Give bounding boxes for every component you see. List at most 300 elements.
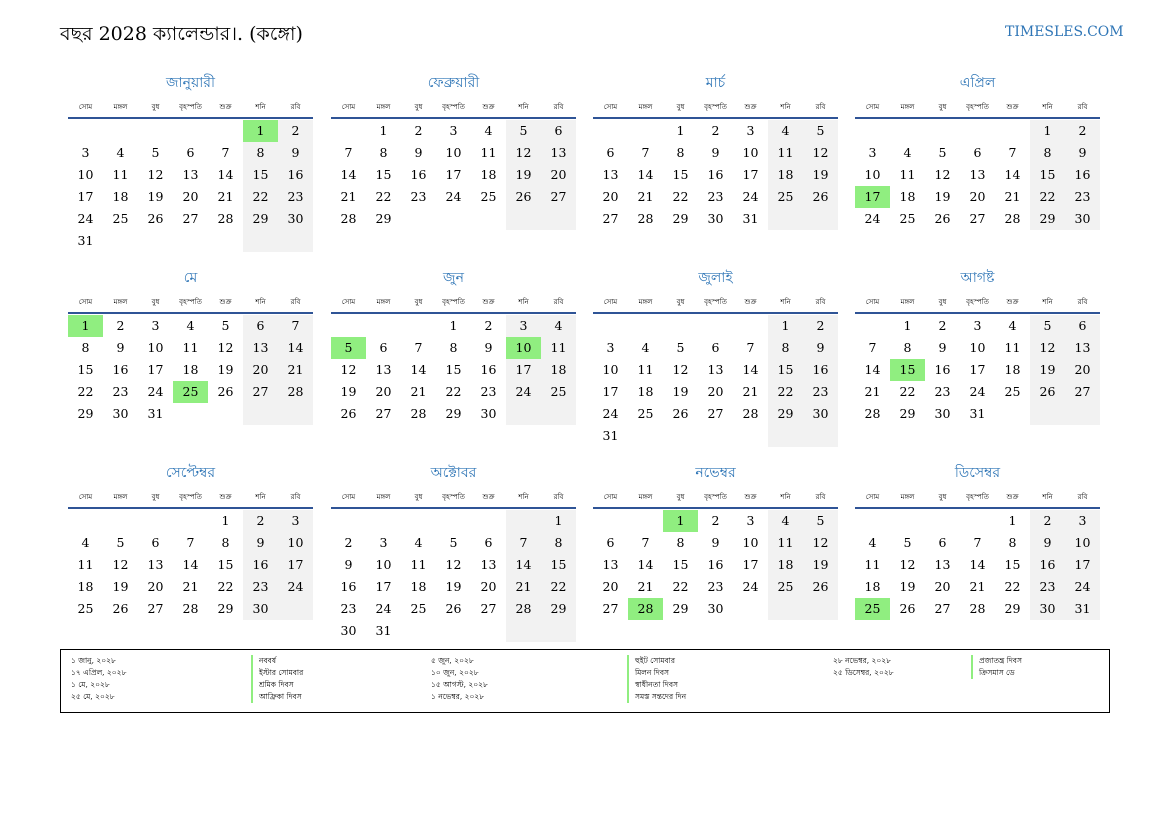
- day-cell[interactable]: 27: [147, 601, 164, 616]
- day-cell[interactable]: 2: [414, 123, 423, 138]
- day-cell[interactable]: 7: [746, 340, 755, 355]
- day-cell[interactable]: 28: [864, 406, 881, 421]
- day-cell[interactable]: 21: [182, 579, 199, 594]
- day-cell[interactable]: 16: [410, 167, 427, 182]
- day-cell[interactable]: 19: [340, 384, 357, 399]
- day-cell[interactable]: 11: [1004, 340, 1021, 355]
- day-cell[interactable]: 1: [449, 318, 458, 333]
- day-cell[interactable]: 13: [934, 557, 951, 572]
- day-cell[interactable]: 21: [742, 384, 759, 399]
- day-cell[interactable]: 9: [1065, 142, 1100, 164]
- day-cell[interactable]: 23: [707, 189, 724, 204]
- day-cell[interactable]: 28: [637, 211, 654, 226]
- day-cell[interactable]: 28: [217, 211, 234, 226]
- day-cell[interactable]: 7: [221, 145, 230, 160]
- day-cell[interactable]: 28: [182, 601, 199, 616]
- day-cell[interactable]: 19: [112, 579, 129, 594]
- day-cell[interactable]: 23: [803, 381, 838, 403]
- day-cell[interactable]: 1: [663, 510, 698, 532]
- day-cell[interactable]: 20: [375, 384, 392, 399]
- day-cell[interactable]: 21: [410, 384, 427, 399]
- day-cell[interactable]: 4: [541, 315, 576, 337]
- day-cell[interactable]: 14: [1004, 167, 1021, 182]
- day-cell[interactable]: 23: [1065, 186, 1100, 208]
- day-cell[interactable]: 18: [768, 554, 803, 576]
- day-cell[interactable]: 12: [445, 557, 462, 572]
- day-cell[interactable]: 22: [243, 186, 278, 208]
- day-cell[interactable]: 4: [768, 510, 803, 532]
- day-cell[interactable]: 18: [112, 189, 129, 204]
- day-cell[interactable]: 27: [243, 381, 278, 403]
- day-cell[interactable]: 20: [602, 189, 619, 204]
- day-cell[interactable]: 14: [742, 362, 759, 377]
- day-cell[interactable]: 27: [969, 211, 986, 226]
- day-cell[interactable]: 12: [803, 532, 838, 554]
- day-cell[interactable]: 5: [221, 318, 230, 333]
- day-cell[interactable]: 21: [217, 189, 234, 204]
- day-cell[interactable]: 11: [768, 142, 803, 164]
- day-cell[interactable]: 13: [243, 337, 278, 359]
- day-cell[interactable]: 29: [375, 211, 392, 226]
- day-cell[interactable]: 8: [449, 340, 458, 355]
- day-cell[interactable]: 3: [151, 318, 160, 333]
- day-cell[interactable]: 16: [1065, 164, 1100, 186]
- day-cell[interactable]: 15: [445, 362, 462, 377]
- day-cell[interactable]: 12: [147, 167, 164, 182]
- day-cell[interactable]: 10: [602, 362, 619, 377]
- day-cell[interactable]: 16: [278, 164, 313, 186]
- day-cell[interactable]: 25: [480, 189, 497, 204]
- day-cell[interactable]: 31: [375, 623, 392, 638]
- day-cell[interactable]: 17: [742, 167, 759, 182]
- day-cell[interactable]: 12: [803, 142, 838, 164]
- day-cell[interactable]: 1: [903, 318, 912, 333]
- day-cell[interactable]: 24: [278, 576, 313, 598]
- day-cell[interactable]: 17: [969, 362, 986, 377]
- day-cell[interactable]: 8: [81, 340, 90, 355]
- day-cell[interactable]: 27: [1065, 381, 1100, 403]
- day-cell[interactable]: 17: [855, 186, 890, 208]
- day-cell[interactable]: 8: [221, 535, 230, 550]
- day-cell[interactable]: 12: [899, 557, 916, 572]
- day-cell[interactable]: 28: [1004, 211, 1021, 226]
- day-cell[interactable]: 18: [182, 362, 199, 377]
- day-cell[interactable]: 24: [742, 189, 759, 204]
- day-cell[interactable]: 10: [147, 340, 164, 355]
- day-cell[interactable]: 7: [973, 535, 982, 550]
- day-cell[interactable]: 2: [711, 513, 720, 528]
- day-cell[interactable]: 21: [506, 576, 541, 598]
- day-cell[interactable]: 2: [1030, 510, 1065, 532]
- day-cell[interactable]: 24: [742, 579, 759, 594]
- day-cell[interactable]: 29: [541, 598, 576, 620]
- day-cell[interactable]: 15: [375, 167, 392, 182]
- day-cell[interactable]: 19: [217, 362, 234, 377]
- day-cell[interactable]: 28: [969, 601, 986, 616]
- day-cell[interactable]: 29: [672, 601, 689, 616]
- day-cell[interactable]: 28: [742, 406, 759, 421]
- day-cell[interactable]: 15: [1004, 557, 1021, 572]
- day-cell[interactable]: 29: [672, 211, 689, 226]
- day-cell[interactable]: 3: [1065, 510, 1100, 532]
- day-cell[interactable]: 2: [116, 318, 125, 333]
- day-cell[interactable]: 19: [672, 384, 689, 399]
- day-cell[interactable]: 21: [637, 189, 654, 204]
- day-cell[interactable]: 19: [147, 189, 164, 204]
- day-cell[interactable]: 12: [1030, 337, 1065, 359]
- day-cell[interactable]: 17: [147, 362, 164, 377]
- day-cell[interactable]: 4: [186, 318, 195, 333]
- day-cell[interactable]: 7: [1008, 145, 1017, 160]
- day-cell[interactable]: 16: [707, 167, 724, 182]
- day-cell[interactable]: 22: [672, 189, 689, 204]
- day-cell[interactable]: 17: [742, 557, 759, 572]
- day-cell[interactable]: 11: [768, 532, 803, 554]
- day-cell[interactable]: 9: [711, 535, 720, 550]
- day-cell[interactable]: 24: [506, 381, 541, 403]
- day-cell[interactable]: 14: [969, 557, 986, 572]
- day-cell[interactable]: 17: [445, 167, 462, 182]
- day-cell[interactable]: 16: [480, 362, 497, 377]
- day-cell[interactable]: 17: [375, 579, 392, 594]
- day-cell[interactable]: 18: [1004, 362, 1021, 377]
- day-cell[interactable]: 18: [77, 579, 94, 594]
- day-cell[interactable]: 11: [899, 167, 916, 182]
- day-cell[interactable]: 24: [1065, 576, 1100, 598]
- day-cell[interactable]: 6: [938, 535, 947, 550]
- day-cell[interactable]: 2: [344, 535, 353, 550]
- day-cell[interactable]: 31: [602, 428, 619, 443]
- day-cell[interactable]: 3: [506, 315, 541, 337]
- day-cell[interactable]: 1: [221, 513, 230, 528]
- day-cell[interactable]: 24: [375, 601, 392, 616]
- day-cell[interactable]: 3: [868, 145, 877, 160]
- day-cell[interactable]: 23: [1030, 576, 1065, 598]
- day-cell[interactable]: 20: [480, 579, 497, 594]
- day-cell[interactable]: 11: [410, 557, 427, 572]
- day-cell[interactable]: 26: [506, 186, 541, 208]
- day-cell[interactable]: 10: [445, 145, 462, 160]
- day-cell[interactable]: 27: [602, 211, 619, 226]
- day-cell[interactable]: 31: [1065, 598, 1100, 620]
- day-cell[interactable]: 6: [541, 120, 576, 142]
- day-cell[interactable]: 7: [641, 145, 650, 160]
- day-cell[interactable]: 22: [77, 384, 94, 399]
- day-cell[interactable]: 8: [676, 145, 685, 160]
- day-cell[interactable]: 13: [707, 362, 724, 377]
- day-cell[interactable]: 21: [340, 189, 357, 204]
- day-cell[interactable]: 14: [410, 362, 427, 377]
- day-cell[interactable]: 21: [864, 384, 881, 399]
- day-cell[interactable]: 22: [217, 579, 234, 594]
- day-cell[interactable]: 27: [541, 186, 576, 208]
- day-cell[interactable]: 10: [742, 145, 759, 160]
- day-cell[interactable]: 20: [147, 579, 164, 594]
- day-cell[interactable]: 27: [182, 211, 199, 226]
- day-cell[interactable]: 6: [186, 145, 195, 160]
- day-cell[interactable]: 8: [243, 142, 278, 164]
- day-cell[interactable]: 31: [742, 211, 759, 226]
- day-cell[interactable]: 6: [151, 535, 160, 550]
- day-cell[interactable]: 24: [445, 189, 462, 204]
- day-cell[interactable]: 23: [934, 384, 951, 399]
- day-cell[interactable]: 16: [243, 554, 278, 576]
- day-cell[interactable]: 7: [278, 315, 313, 337]
- day-cell[interactable]: 25: [541, 381, 576, 403]
- day-cell[interactable]: 11: [182, 340, 199, 355]
- day-cell[interactable]: 26: [803, 186, 838, 208]
- day-cell[interactable]: 11: [864, 557, 881, 572]
- day-cell[interactable]: 8: [1030, 142, 1065, 164]
- day-cell[interactable]: 17: [1065, 554, 1100, 576]
- day-cell[interactable]: 16: [934, 362, 951, 377]
- day-cell[interactable]: 1: [379, 123, 388, 138]
- day-cell[interactable]: 29: [217, 601, 234, 616]
- day-cell[interactable]: 6: [606, 535, 615, 550]
- day-cell[interactable]: 10: [864, 167, 881, 182]
- day-cell[interactable]: 13: [602, 557, 619, 572]
- day-cell[interactable]: 20: [969, 189, 986, 204]
- day-cell[interactable]: 17: [77, 189, 94, 204]
- day-cell[interactable]: 18: [864, 579, 881, 594]
- day-cell[interactable]: 28: [628, 598, 663, 620]
- day-cell[interactable]: 25: [768, 186, 803, 208]
- day-cell[interactable]: 11: [480, 145, 497, 160]
- day-cell[interactable]: 5: [506, 120, 541, 142]
- day-cell[interactable]: 23: [112, 384, 129, 399]
- day-cell[interactable]: 31: [969, 406, 986, 421]
- day-cell[interactable]: 16: [803, 359, 838, 381]
- day-cell[interactable]: 14: [864, 362, 881, 377]
- day-cell[interactable]: 20: [934, 579, 951, 594]
- day-cell[interactable]: 18: [541, 359, 576, 381]
- day-cell[interactable]: 8: [903, 340, 912, 355]
- day-cell[interactable]: 13: [1065, 337, 1100, 359]
- day-cell[interactable]: 27: [602, 601, 619, 616]
- day-cell[interactable]: 4: [81, 535, 90, 550]
- day-cell[interactable]: 17: [278, 554, 313, 576]
- day-cell[interactable]: 29: [445, 406, 462, 421]
- day-cell[interactable]: 10: [375, 557, 392, 572]
- day-cell[interactable]: 9: [1030, 532, 1065, 554]
- day-cell[interactable]: 4: [768, 120, 803, 142]
- day-cell[interactable]: 30: [934, 406, 951, 421]
- day-cell[interactable]: 13: [969, 167, 986, 182]
- day-cell[interactable]: 17: [602, 384, 619, 399]
- day-cell[interactable]: 3: [81, 145, 90, 160]
- day-cell[interactable]: 16: [707, 557, 724, 572]
- day-cell[interactable]: 29: [243, 208, 278, 230]
- day-cell[interactable]: 2: [484, 318, 493, 333]
- day-cell[interactable]: 14: [506, 554, 541, 576]
- day-cell[interactable]: 14: [182, 557, 199, 572]
- site-link[interactable]: TIMESLES.COM: [1005, 24, 1124, 40]
- day-cell[interactable]: 11: [77, 557, 94, 572]
- day-cell[interactable]: 19: [899, 579, 916, 594]
- day-cell[interactable]: 19: [934, 189, 951, 204]
- day-cell[interactable]: 26: [112, 601, 129, 616]
- day-cell[interactable]: 7: [506, 532, 541, 554]
- day-cell[interactable]: 24: [147, 384, 164, 399]
- day-cell[interactable]: 20: [182, 189, 199, 204]
- day-cell[interactable]: 21: [278, 359, 313, 381]
- day-cell[interactable]: 12: [672, 362, 689, 377]
- day-cell[interactable]: 21: [1004, 189, 1021, 204]
- day-cell[interactable]: 12: [340, 362, 357, 377]
- day-cell[interactable]: 26: [217, 384, 234, 399]
- day-cell[interactable]: 5: [803, 510, 838, 532]
- day-cell[interactable]: 3: [606, 340, 615, 355]
- day-cell[interactable]: 9: [484, 340, 493, 355]
- day-cell[interactable]: 20: [541, 164, 576, 186]
- day-cell[interactable]: 9: [803, 337, 838, 359]
- day-cell[interactable]: 12: [217, 340, 234, 355]
- day-cell[interactable]: 22: [375, 189, 392, 204]
- day-cell[interactable]: 21: [637, 579, 654, 594]
- day-cell[interactable]: 1: [541, 510, 576, 532]
- day-cell[interactable]: 3: [746, 513, 755, 528]
- day-cell[interactable]: 4: [868, 535, 877, 550]
- day-cell[interactable]: 19: [803, 554, 838, 576]
- day-cell[interactable]: 14: [637, 167, 654, 182]
- day-cell[interactable]: 18: [410, 579, 427, 594]
- day-cell[interactable]: 23: [243, 576, 278, 598]
- day-cell[interactable]: 9: [278, 142, 313, 164]
- day-cell[interactable]: 8: [768, 337, 803, 359]
- day-cell[interactable]: 5: [151, 145, 160, 160]
- day-cell[interactable]: 13: [602, 167, 619, 182]
- day-cell[interactable]: 25: [112, 211, 129, 226]
- day-cell[interactable]: 3: [449, 123, 458, 138]
- day-cell[interactable]: 24: [77, 211, 94, 226]
- day-cell[interactable]: 4: [484, 123, 493, 138]
- day-cell[interactable]: 5: [449, 535, 458, 550]
- day-cell[interactable]: 19: [445, 579, 462, 594]
- day-cell[interactable]: 14: [637, 557, 654, 572]
- day-cell[interactable]: 26: [899, 601, 916, 616]
- day-cell[interactable]: 15: [217, 557, 234, 572]
- day-cell[interactable]: 5: [116, 535, 125, 550]
- day-cell[interactable]: 26: [803, 576, 838, 598]
- day-cell[interactable]: 10: [506, 337, 541, 359]
- day-cell[interactable]: 27: [375, 406, 392, 421]
- day-cell[interactable]: 30: [707, 601, 724, 616]
- day-cell[interactable]: 8: [541, 532, 576, 554]
- day-cell[interactable]: 15: [1030, 164, 1065, 186]
- day-cell[interactable]: 5: [676, 340, 685, 355]
- day-cell[interactable]: 4: [1008, 318, 1017, 333]
- day-cell[interactable]: 9: [938, 340, 947, 355]
- day-cell[interactable]: 6: [243, 315, 278, 337]
- day-cell[interactable]: 20: [602, 579, 619, 594]
- day-cell[interactable]: 6: [1065, 315, 1100, 337]
- day-cell[interactable]: 22: [541, 576, 576, 598]
- day-cell[interactable]: 27: [480, 601, 497, 616]
- day-cell[interactable]: 23: [480, 384, 497, 399]
- day-cell[interactable]: 1: [676, 123, 685, 138]
- day-cell[interactable]: 5: [803, 120, 838, 142]
- day-cell[interactable]: 25: [637, 406, 654, 421]
- day-cell[interactable]: 29: [1004, 601, 1021, 616]
- day-cell[interactable]: 25: [173, 381, 208, 403]
- day-cell[interactable]: 25: [855, 598, 890, 620]
- day-cell[interactable]: 3: [746, 123, 755, 138]
- day-cell[interactable]: 13: [147, 557, 164, 572]
- day-cell[interactable]: 4: [903, 145, 912, 160]
- day-cell[interactable]: 2: [711, 123, 720, 138]
- day-cell[interactable]: 24: [969, 384, 986, 399]
- day-cell[interactable]: 3: [278, 510, 313, 532]
- day-cell[interactable]: 14: [278, 337, 313, 359]
- day-cell[interactable]: 28: [278, 381, 313, 403]
- day-cell[interactable]: 7: [868, 340, 877, 355]
- day-cell[interactable]: 9: [116, 340, 125, 355]
- day-cell[interactable]: 3: [973, 318, 982, 333]
- day-cell[interactable]: 6: [379, 340, 388, 355]
- day-cell[interactable]: 13: [375, 362, 392, 377]
- day-cell[interactable]: 28: [340, 211, 357, 226]
- day-cell[interactable]: 10: [77, 167, 94, 182]
- day-cell[interactable]: 25: [410, 601, 427, 616]
- day-cell[interactable]: 30: [707, 211, 724, 226]
- day-cell[interactable]: 22: [672, 579, 689, 594]
- day-cell[interactable]: 22: [1030, 186, 1065, 208]
- day-cell[interactable]: 7: [641, 535, 650, 550]
- day-cell[interactable]: 15: [768, 359, 803, 381]
- day-cell[interactable]: 30: [112, 406, 129, 421]
- day-cell[interactable]: 26: [934, 211, 951, 226]
- day-cell[interactable]: 16: [1030, 554, 1065, 576]
- day-cell[interactable]: 1: [1030, 120, 1065, 142]
- day-cell[interactable]: 8: [1008, 535, 1017, 550]
- day-cell[interactable]: 26: [445, 601, 462, 616]
- day-cell[interactable]: 18: [637, 384, 654, 399]
- day-cell[interactable]: 16: [340, 579, 357, 594]
- day-cell[interactable]: 30: [803, 403, 838, 425]
- day-cell[interactable]: 4: [414, 535, 423, 550]
- day-cell[interactable]: 5: [331, 337, 366, 359]
- day-cell[interactable]: 11: [637, 362, 654, 377]
- day-cell[interactable]: 23: [278, 186, 313, 208]
- day-cell[interactable]: 2: [1065, 120, 1100, 142]
- day-cell[interactable]: 24: [864, 211, 881, 226]
- day-cell[interactable]: 7: [414, 340, 423, 355]
- day-cell[interactable]: 28: [410, 406, 427, 421]
- day-cell[interactable]: 5: [1030, 315, 1065, 337]
- day-cell[interactable]: 16: [112, 362, 129, 377]
- day-cell[interactable]: 25: [768, 576, 803, 598]
- day-cell[interactable]: 26: [1030, 381, 1065, 403]
- day-cell[interactable]: 9: [414, 145, 423, 160]
- day-cell[interactable]: 12: [934, 167, 951, 182]
- day-cell[interactable]: 15: [541, 554, 576, 576]
- day-cell[interactable]: 15: [77, 362, 94, 377]
- day-cell[interactable]: 1: [68, 315, 103, 337]
- day-cell[interactable]: 19: [1030, 359, 1065, 381]
- day-cell[interactable]: 12: [506, 142, 541, 164]
- day-cell[interactable]: 13: [480, 557, 497, 572]
- day-cell[interactable]: 4: [116, 145, 125, 160]
- day-cell[interactable]: 30: [278, 208, 313, 230]
- day-cell[interactable]: 8: [379, 145, 388, 160]
- day-cell[interactable]: 31: [147, 406, 164, 421]
- day-cell[interactable]: 9: [711, 145, 720, 160]
- day-cell[interactable]: 5: [938, 145, 947, 160]
- day-cell[interactable]: 4: [641, 340, 650, 355]
- day-cell[interactable]: 14: [217, 167, 234, 182]
- day-cell[interactable]: 20: [243, 359, 278, 381]
- day-cell[interactable]: 22: [899, 384, 916, 399]
